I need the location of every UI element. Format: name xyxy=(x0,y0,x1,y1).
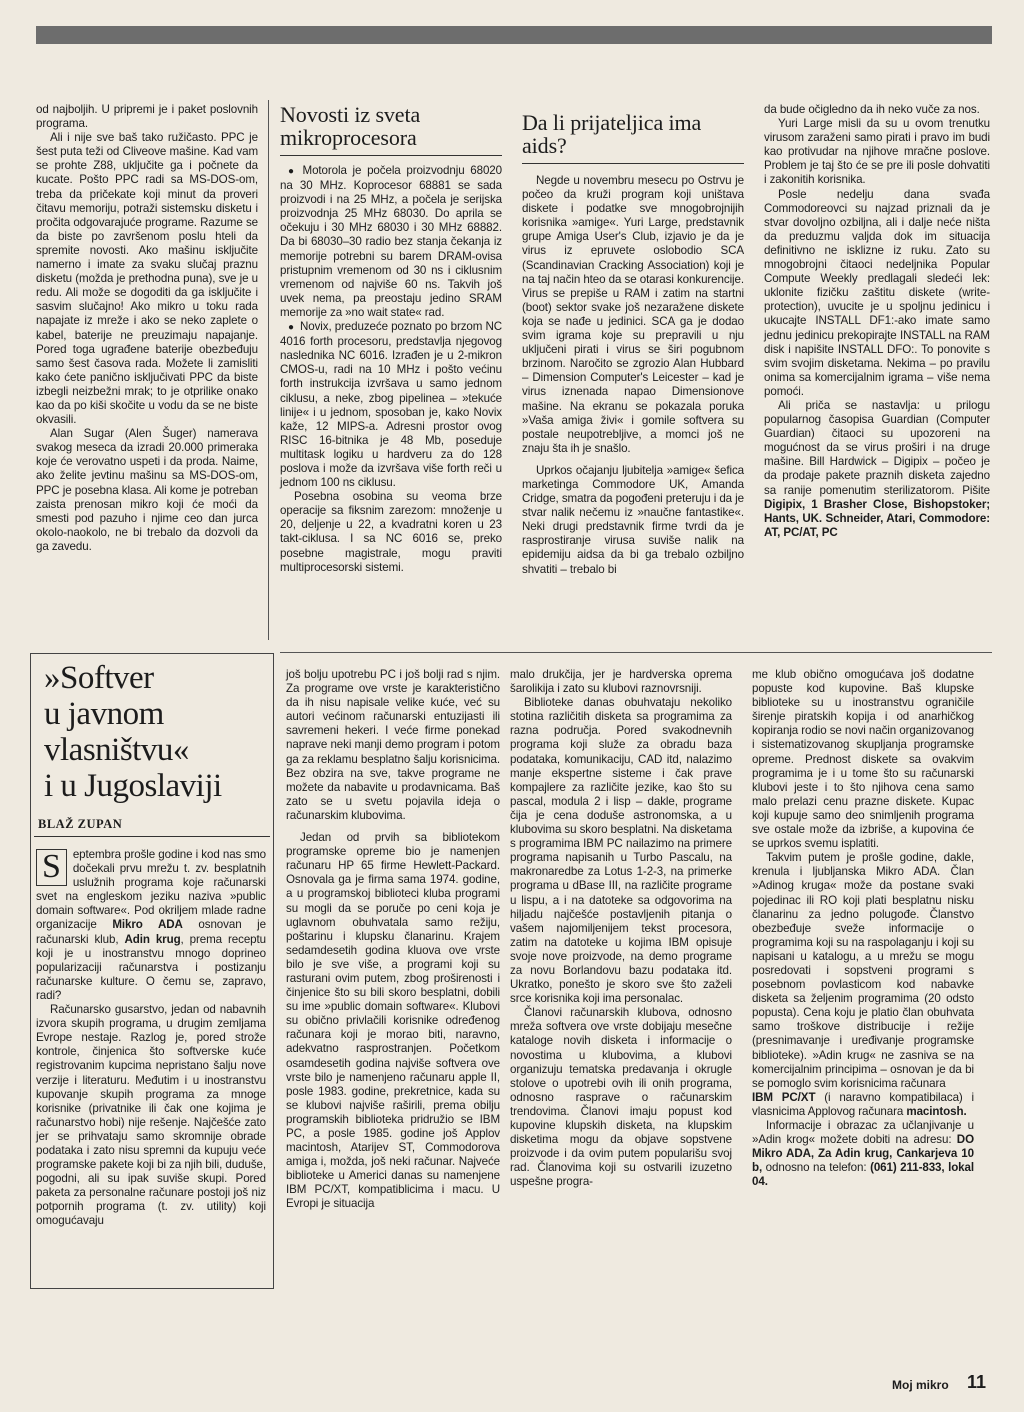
title-rule xyxy=(280,155,502,156)
paragraph: Ali i nije sve baš tako ružičasto. PPC je šest puta teži od Cliveove mašine. Kad vam se prohte Z88, uključite ga i počnete da kucate. Pošto PPC radi sa MS-DOS-om, treba da pričekate koji minut da proveri čitavu memoriju, potraži sistemsku disketu i pročita odgovarajuće programe. Razume se da biste po završenom poslu hteli da spremite novosti. Ako mašinu isključite namerno i imate za svaku slučaj praznu disketu (možda je prethodna puna), sve je u redu. Ali može se dogoditi da ga isključite i sasvim slučajno! Ako mikro u toku rada napajate iz mreže i ako se neko zaplete o kabel, baterije ne preuzimaju napajanje. Pored toga ugrađene baterije obezbeđuju samo šest časova rada. Možete li zamisliti kako ćete panično isključivati PPC da biste izbegli neizbežni mrak; to je otprilike onako kao da po kiši skočite u vodu da se ne biste okvasili. xyxy=(36,131,258,427)
paragraph: Negde u novembru mesecu po Ostrvu je počeo da kruži program koji uništava diskete i podatke sve mnogobrojnijih korisnika »amige«. Yuri Large, predstavnik grupe Amiga User's Club, izjavio je da je virus iz epruvete oslobodio SCA (Scandinavian Cracking Association) koji je na taj način hteo da se otarasi konkurencije. Virus se prepiše u RAM i zatim na startni (boot) sektor svake još nezaražene diskete koja se nađe u jedinici. SCA ga je dodao svim igrama koje su prepravili u nju uključeni pirati i virus se širi pogubnom brzinom. Naročito se zgrozio Alan Hubbard – Dimension Computer's Leicester – kad je virus iznenada napao Dimensionove mašine. Na ekranu se pokazala poruka »Vaša amiga živi« i gomile softvera su postale neupotrebljive, a momci još ne znaju šta ih je snašlo. xyxy=(522,174,744,455)
paragraph: Informacije i obrazac za učlanjivanje u »Adin krog« možete dobiti na adresu: DO Mikro ADA, Za Adin krug, Cankarjeva 10 b, odnosno na telefon: (061) 211-833, lokal 04. xyxy=(752,1119,974,1189)
address: Digipix, 1 Brasher Close, Bishopstoker; Hants, UK. Schneider, Atari, Commodore: AT, PC/AT, PC xyxy=(764,497,990,539)
paragraph: Posle nedelju dana svađa Commodoreovci su najzad priznali da je stvar dovoljno ozbiljna, ali i dalje neće ništa da preduzmu valjda dok im situacija definitivno ne isklizne iz ruku. Zato su mnogobrojni čitaoci nedeljnika Popular Compute Weekly predlagali sledeći lek: uklonite fizičku zaštitu diskete (write-protection), uvucite je u spoljnu jedinicu i ukucajte INSTALL DF1:-ako imate samo jednu jedinicu prekopirajte INSTALL na RAM disk i napišite INSTALL DFO:. To ponovite s svim svojim disketama. Nekima – po pravilu onima sa komercijalnim igrama – više nema pomoći. xyxy=(764,187,990,398)
column-5 xyxy=(36,848,266,1229)
paragraph: Računarsko gusarstvo, jedan od nabavnih izvora skupih programa, u drugim zemljama Evrope nestaje. Razlog je, pored strože kontrole, činjenica što softverske kuće registrovanim kupcima nepristano šalju nove verzije i literaturu. Međutim i u inostranstvu kupovanje skupih programa za mnoge korisnike (privatnike ili čak one kojima je računarstvo hobi) nije rešenje. Najčešće zato jer se prihvataju samo skromnije obrade podataka i zato nisu spremni da kupuju veće programske pakete koji bi za njih bili, duduše, pogodni, ali su ipak suviše skupi. Pored paketa za personalne računare postoji još niz potpornih programa (t. zv. utility) koji omogućavaju xyxy=(36,1003,266,1228)
magazine-name: Moj mikro xyxy=(892,1378,949,1392)
paragraph: Jedan od prvih sa bibliotekom programske opreme bio je namenjen računaru HP 65 firme Hewlett-Packard. Osnovala ga je firma sama 1974. godine, a u programskoj biblioteci kluba programi su mogli da se poruče po ceni koja je uglavnom obuhvatala samo režiju, poštarinu i klupsku članarinu. Krajem sedamdesetih godina kluova ove vrste bilo je sve više, a programi koji su rasturani ovim putem, zbog proširenosti i činjenice što su bili skoro besplatni, dobili su ime »public domain software«. Klubovi su obično privlačili korisnike određenog računara koji je morao biti, naravno, adekvatno rasprostranjen. Početkom osamdesetih godina najviše softvera ove vrste bilo je namenjeno računaru apple II, posle 1983. godine, prekretnice, kada su se klubovi najviše raširili, prema obilju programskih biblioteka pridružio se IBM PC, a posle 1985. godine još Applov macintosh, Atarijev ST, Commodorova amiga i, možda, još neki računar. Najveće biblioteke u Americi danas su namenjene IBM PC/XT, kompatiblicima i macu. U Evropi je situacija xyxy=(286,831,500,1211)
paragraph: od najboljih. U pripremi je i paket poslovnih programa. xyxy=(36,103,258,131)
paragraph: još bolju upotrebu PC i još bolji rad s njim. Za programe ove vrste je karakteristično da ih nisu napisale velike kuće, već su autori većinom računarski entuzijasti ili savremeni hekeri. I veće firme ponekad naprave neki manji demo program i potom ga za reklamu besplatno šalju korisnicima. Bez obzira na sve, takve programe ne možete da nabavite u prodavnicama. Baš zato se u svetu pojavila ideja o računarskim klubovima. xyxy=(286,668,500,822)
column-2 xyxy=(280,103,502,575)
page-number: 11 xyxy=(967,1372,987,1392)
feature-headline: »Softver u javnom vlasništvu« i u Jugoslaviji xyxy=(44,660,222,804)
address: DO Mikro ADA, Za Adin krug, Cankarjeva 10 b, xyxy=(752,1133,974,1175)
column-1 xyxy=(36,103,258,554)
paragraph: da bude očigledno da ih neko vuče za nos. xyxy=(764,103,980,116)
paragraph: Takvim putem je prošle godine, dakle, krenula i ljubljanska Mikro ADA. Član »Adinog kruga« može da postane svaki pojedinac ili RO koji plati besplatnu nisku članarinu za jedno polugođe. Članstvo obezbeđuje sveže informacije o programima koji su na raspolaganju i koji su napisani u katalogu, a u mrežu se mogu posredovati i sopstveni programi s posebnom povlasticom kod nabavke disketa sa željenim programima (20 odsto popusta). Cena koju je platio član obuhvata samo troškove distribucije i režije (presnimavanje i uređivanje programske biblioteke). »Adin krug« ne zasniva se na komercijalnim principima – osnovan je da bi se pomoglo svim korisnicima računara xyxy=(752,851,974,1090)
paragraph: malo drukčija, jer je hardverska oprema šarolikija i zato su klubovi raznovrsniji. xyxy=(510,668,732,696)
byline-rule xyxy=(34,836,270,837)
column-divider xyxy=(268,100,269,640)
paragraph: Alan Sugar (Alen Šuger) namerava svakog meseca da izradi 20.000 primeraka koje će verovatno uspeti i da proda. Naime, ako želite jevtinu mašinu sa MS-DOS-om, PPC je posebna klasa. Ali kome je potreban zaista prenosan mikro koji će moći da smesti pod pazuho i njime ceo dan jurca okolo-naokolo, ne bi trebalo da dozvoli da ga zavedu. xyxy=(36,427,258,553)
paragraph: Biblioteke danas obuhvataju nekoliko stotina različitih disketa sa programima za razna područja. Pored svakodnevnih programa koji služe za obradu baza podataka, komunikaciju, CAD itd, nalazimo manje ekspertne sisteme i čak prave kompajlere za različite jezike, kao što su pascal, modula 2 i lisp – dakle, programe čija je cena doduše astronomska, a u klubovima su skoro besplatni. Na disketama s programima IBM PC nailazimo na primere programa napisanih u Turbo Pascalu, na makronaredbe za Lotus 1-2-3, na primerke programa u dBase III, na različite programe u lispu, a i na datoteke sa odgovorima na hiljadu najčešće postavljenih pitanja o vašem najomiljenijem tekst procesora, zatim na datoteke u kojima IBM opisuje svoje nove proizvode, na demo programe za novu Borlandovu bazu podataka itd. Ukratko, ponešto je skoro sve što zaželi srce korisnika koji ima personalac. xyxy=(510,696,732,1006)
paragraph: Uprkos očajanju ljubitelja »amige« šefica marketinga Commodore UK, Amanda Cridge, smatra da pogođeni preteruju i da je stvar nalik nečemu iz »naučne fantastike«. Neki drugi predstavnik firme tvrdi da je rasprostiranje virusa suviše nalik na epidemiju aidsa da bi ga trebalo ozbiljno shvatiti – trebalo bi xyxy=(522,463,744,576)
title-rule xyxy=(522,163,744,164)
paragraph: Ali priča se nastavlja: u prilogu popularnog časopisa Guardian (Computer Guardian) čitaoci su upozoreni na mogućnost da se virus proširi i na druge mašine. Bill Hardwick – Digipix – počeo je da prodaje pakete praznih disketa zajedno sa ranije pomenutim sterilizatorom. Pišite Digipix, 1 Brasher Close, Bishopstoker; Hants, UK. Schneider, Atari, Commodore: AT, PC/AT, PC xyxy=(764,398,990,539)
bullet-paragraph: ● Motorola je počela proizvodnju 68020 na 30 MHz. Koprocesor 68881 se sada proizvodi i na 25 MHz, a počela je serijska proizvodnja 25 MHz 68030. Do aprila se očekuju i 30 MHz 68030 i 30 MHz 68882. Da bi 68030–30 radio bez stanja čekanja iz memorije potrebni su barem DRAM-ovisa pristupnim vremenom od 30 ns i ciklusnim vremenom od najviše 60 ns. Takvih još uvek nema, pa preostaju jedino SRAM memorije za »no wait state« rad. xyxy=(280,164,502,320)
column-6 xyxy=(286,668,500,1212)
paragraph: Posebna osobina su veoma brze operacije sa fiksnim zarezom: množenje u 20, deljenje u 22, a kvadratni koren u 23 takt-ciklusa. I sa NC 6016 se, preko posebne magistrale, mogu praviti multiprocesorski sistemi. xyxy=(280,490,502,574)
article-title-aids: Da li prijateljica ima aids? xyxy=(522,110,702,158)
drop-cap: S xyxy=(36,849,67,886)
column-3 xyxy=(522,103,744,577)
article-title-novosti: Novosti iz sveta mikroprocesora xyxy=(280,102,421,150)
author-byline: BLAŽ ZUPAN xyxy=(38,817,123,831)
section-divider xyxy=(280,652,992,653)
column-8 xyxy=(752,668,974,1189)
column-4 xyxy=(764,103,990,540)
bullet-paragraph: ● Novix, preduzeće poznato po brzom NC 4016 forth procesoru, predstavlja njegovog naslednika NC 6016. Izrađen je u 2-mikron CMOS-u, radi na 10 MHz i pošto većinu forth instrukcija izvršava u samo jednom ciklusu, a neke, zbog pipelinea – »tekuće linije« i u jednom, sposoban je, kako Novix kaže, 12 MIPS-a. Adresni prostor ovog RISC 16-bitnika je 48 Mb, poseduje multitask logiku u hardveru za do 128 poslova i može da izvršava više forth reči u jednom 100 ns ciklusu. xyxy=(280,320,502,490)
top-color-bar xyxy=(36,26,992,44)
paragraph: me klub obično omogućava još dodatne popuste kod kupovine. Baš klupske biblioteke su u inostranstvu ograničile širenje piratskih kopija i od anarhičkog kopiranja rodio se novi način organizovanog i sistematizovanog skupljanja programske opreme. Prednost diskete sa ovakvim programima je i u tome što su računarski klubovi jeste i to što njihova cena samo malo prelazi cenu prazne diskete. Kupac koji kupuje samo deo snimljenih programa sve ostale može da izbriše, a kupovina će se uprkos svemu isplatiti. xyxy=(752,668,974,851)
paragraph: Članovi računarskih klubova, odnosno mreža softvera ove vrste dobijaju mesečne kataloge novih disketa i informacije o novostima u klubovima, a klubovi organizuju tematska predavanja i okrugle stolove o upotrebi ovih ili onih programa, odnosno rasprave o računarskim trendovima. Članovi imaju popust kod kupovine klupskih disketa, na klupskim disketima mogu da objave sopstvene proizvode i da ovim putem popularišu svoj rad. Članovima koji su ostvarili izuzetno uspešne progra- xyxy=(510,1006,732,1189)
paragraph: S eptembra prošle godine i kod nas smo dočekali prvu mrežu t. zv. besplatnih uslužnih programa koje računarski svet na engleskom jeziku naziva »public domain software«. Pod okriljem mlade radne organizacije Mikro ADA osnovan je računarski klub, Adin krug, prema receptu koji je u inostranstvu mnogo doprineo popularizaciji računarstva i postizanju računarske kulture. O čemu se, zapravo, radi? xyxy=(36,848,266,1002)
paragraph: IBM PC/XT (i naravno kompatibilaca) i vlasnicima Applovog računara macintosh. xyxy=(752,1090,974,1118)
column-7 xyxy=(510,668,732,1189)
phone: (061) 211-833, lokal 04. xyxy=(752,1161,974,1189)
paragraph: Yuri Large misli da su u ovom trenutku virusom zaraženi samo pirati i pravo im budi kao protivudar na njihove mračne poslove. Problem je taj što će se pre ili posle dohvatiti i zakonitih korisnika. xyxy=(764,117,990,187)
